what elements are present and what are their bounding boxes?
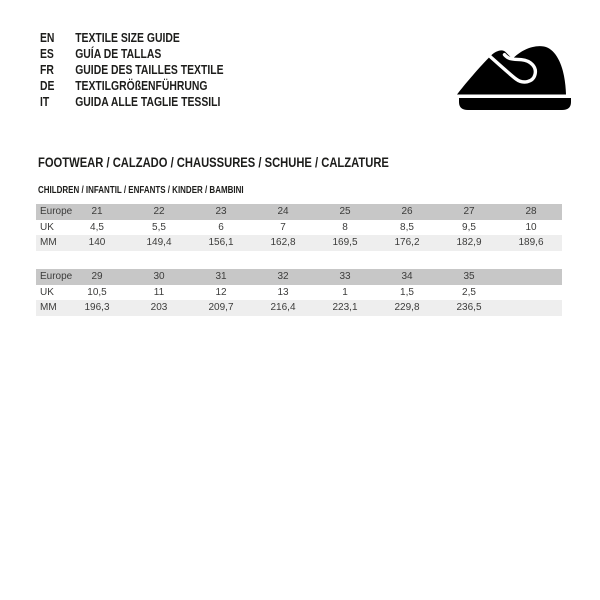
size-cell: 140	[88, 237, 106, 249]
row-label: Europe	[40, 271, 73, 283]
shoe-icon	[453, 36, 575, 111]
row-label: Europe	[40, 206, 73, 218]
language-row-en	[40, 29, 224, 45]
size-cell: 2,5	[462, 286, 476, 298]
size-cell: 33	[339, 271, 351, 283]
language-code: IT	[40, 93, 50, 109]
size-cell: 25	[339, 206, 351, 218]
size-cell: 4,5	[90, 221, 104, 233]
size-row-mm	[36, 300, 562, 316]
size-cell: 149,4	[146, 237, 172, 249]
language-title: GUIDA ALLE TAGLIE TESSILI	[75, 93, 221, 109]
language-title: GUIDE DES TAILLES TEXTILE	[75, 61, 224, 77]
size-cell: 26	[401, 206, 413, 218]
size-cell: 1	[342, 286, 348, 298]
size-cell: 9,5	[462, 221, 476, 233]
language-code: FR	[40, 61, 54, 77]
size-cell: 22	[153, 206, 165, 218]
size-cell: 229,8	[394, 302, 420, 314]
row-label: UK	[40, 221, 54, 233]
size-cell: 6	[218, 221, 224, 233]
size-row-uk	[36, 220, 562, 236]
size-cell: 11	[153, 286, 165, 298]
size-row-mm	[36, 235, 562, 251]
language-code: ES	[40, 45, 54, 61]
row-label: MM	[40, 302, 57, 314]
size-cell: 176,2	[394, 237, 420, 249]
size-cell: 236,5	[456, 302, 482, 314]
size-cell: 203	[150, 302, 168, 314]
language-row-es	[40, 45, 224, 61]
size-cell: 196,3	[84, 302, 110, 314]
size-cell: 169,5	[332, 237, 358, 249]
size-row-uk	[36, 285, 562, 301]
section-title: FOOTWEAR / CALZADO / CHAUSSURES / SCHUHE / CALZATURE	[38, 155, 389, 170]
size-table-1	[36, 204, 562, 251]
size-cell: 31	[215, 271, 227, 283]
size-cell: 216,4	[270, 302, 296, 314]
size-cell: 10,5	[87, 286, 107, 298]
language-row-it	[40, 93, 224, 109]
size-cell: 13	[277, 286, 289, 298]
size-cell: 156,1	[208, 237, 234, 249]
size-cell: 29	[91, 271, 103, 283]
language-code: DE	[40, 77, 55, 93]
size-cell: 24	[277, 206, 289, 218]
size-cell: 5,5	[152, 221, 166, 233]
size-cell: 209,7	[208, 302, 234, 314]
size-cell: 34	[401, 271, 413, 283]
language-title: GUÍA DE TALLAS	[75, 45, 162, 61]
size-cell: 8,5	[400, 221, 414, 233]
size-table-2	[36, 269, 562, 316]
row-label: UK	[40, 286, 54, 298]
size-row-europe	[36, 269, 562, 285]
size-cell: 32	[277, 271, 289, 283]
size-row-europe	[36, 204, 562, 220]
size-cell: 182,9	[456, 237, 482, 249]
size-cell: 21	[91, 206, 103, 218]
language-row-fr	[40, 61, 224, 77]
size-cell: 23	[215, 206, 227, 218]
language-list	[40, 29, 224, 109]
size-cell: 162,8	[270, 237, 296, 249]
size-cell: 7	[280, 221, 286, 233]
size-cell: 30	[153, 271, 165, 283]
language-title: TEXTILGRÖßENFÜHRUNG	[75, 77, 208, 93]
language-title: TEXTILE SIZE GUIDE	[75, 29, 180, 45]
size-cell: 35	[463, 271, 475, 283]
size-cell: 28	[525, 206, 537, 218]
size-cell: 1,5	[400, 286, 414, 298]
language-code: EN	[40, 29, 55, 45]
language-row-de	[40, 77, 224, 93]
size-cell: 10	[525, 221, 537, 233]
size-cell: 189,6	[518, 237, 544, 249]
size-cell: 12	[215, 286, 227, 298]
size-cell: 8	[342, 221, 348, 233]
size-cell: 223,1	[332, 302, 358, 314]
row-label: MM	[40, 237, 57, 249]
size-cell: 27	[463, 206, 475, 218]
section-subtitle: CHILDREN / INFANTIL / ENFANTS / KINDER / BAMBINI	[38, 184, 244, 196]
